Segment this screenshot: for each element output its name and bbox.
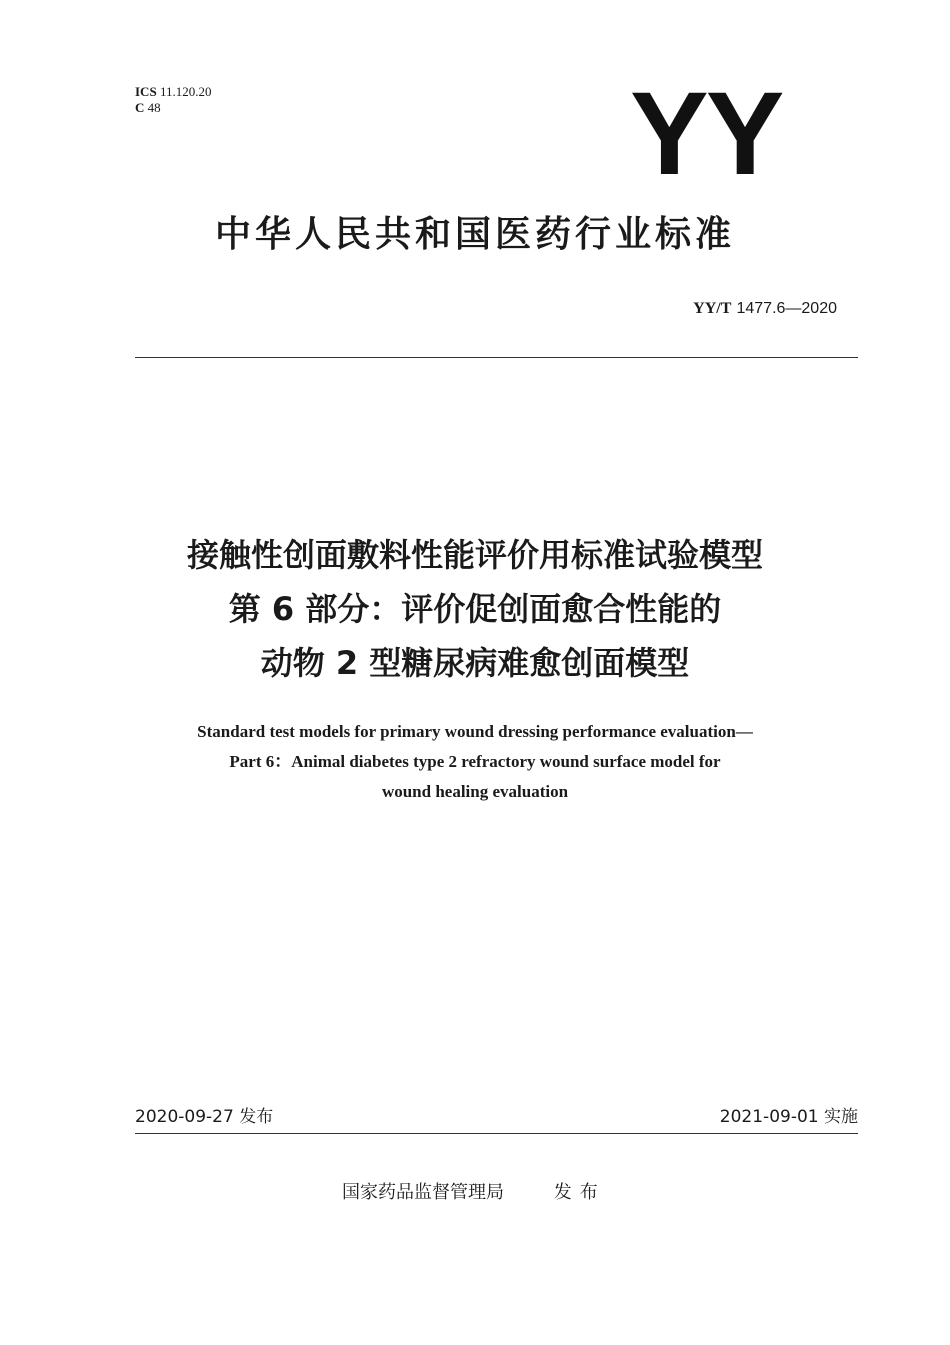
header-title: 中华人民共和国医药行业标准 (214, 214, 735, 255)
title-en-line-2: Part 6：Animal diabetes type 2 refractory wound surface model for (229, 752, 721, 771)
publisher (342, 1180, 606, 1206)
standard-number-value: 1477.6—2020 (736, 300, 837, 317)
title-en-line-1: Standard test models for primary wound dressing performance evaluation— (197, 722, 753, 741)
title-cn-line-3: 动物 2 型糖尿病难愈创面模型 (260, 644, 690, 682)
title-cn-line-2: 第 6 部分：评价促创面愈合性能的 (228, 590, 722, 628)
header-divider (135, 357, 858, 358)
standard-code: YY/T (693, 300, 732, 317)
standard-number (693, 297, 837, 320)
classification-codes (135, 84, 211, 116)
ccs-value: 48 (147, 100, 161, 115)
footer-divider (135, 1133, 858, 1134)
publisher-action: 发布 (553, 1182, 606, 1203)
title-en-line-3: wound healing evaluation (381, 782, 569, 801)
publisher-name: 国家药品监督管理局 (342, 1182, 504, 1203)
ccs-label: C (135, 100, 145, 115)
ccs-code (135, 100, 211, 116)
title-chinese (0, 528, 950, 690)
ics-value: 11.120.20 (159, 84, 212, 99)
ics-code (135, 84, 211, 100)
implementation-date: 2021-09-01 实施 (719, 1107, 858, 1127)
ics-label: ICS (135, 84, 157, 99)
yy-logo: YY (630, 68, 782, 200)
issue-date: 2020-09-27 发布 (135, 1107, 274, 1127)
title-cn-line-1: 接触性创面敷料性能评价用标准试验模型 (186, 536, 763, 574)
title-english (0, 717, 950, 807)
